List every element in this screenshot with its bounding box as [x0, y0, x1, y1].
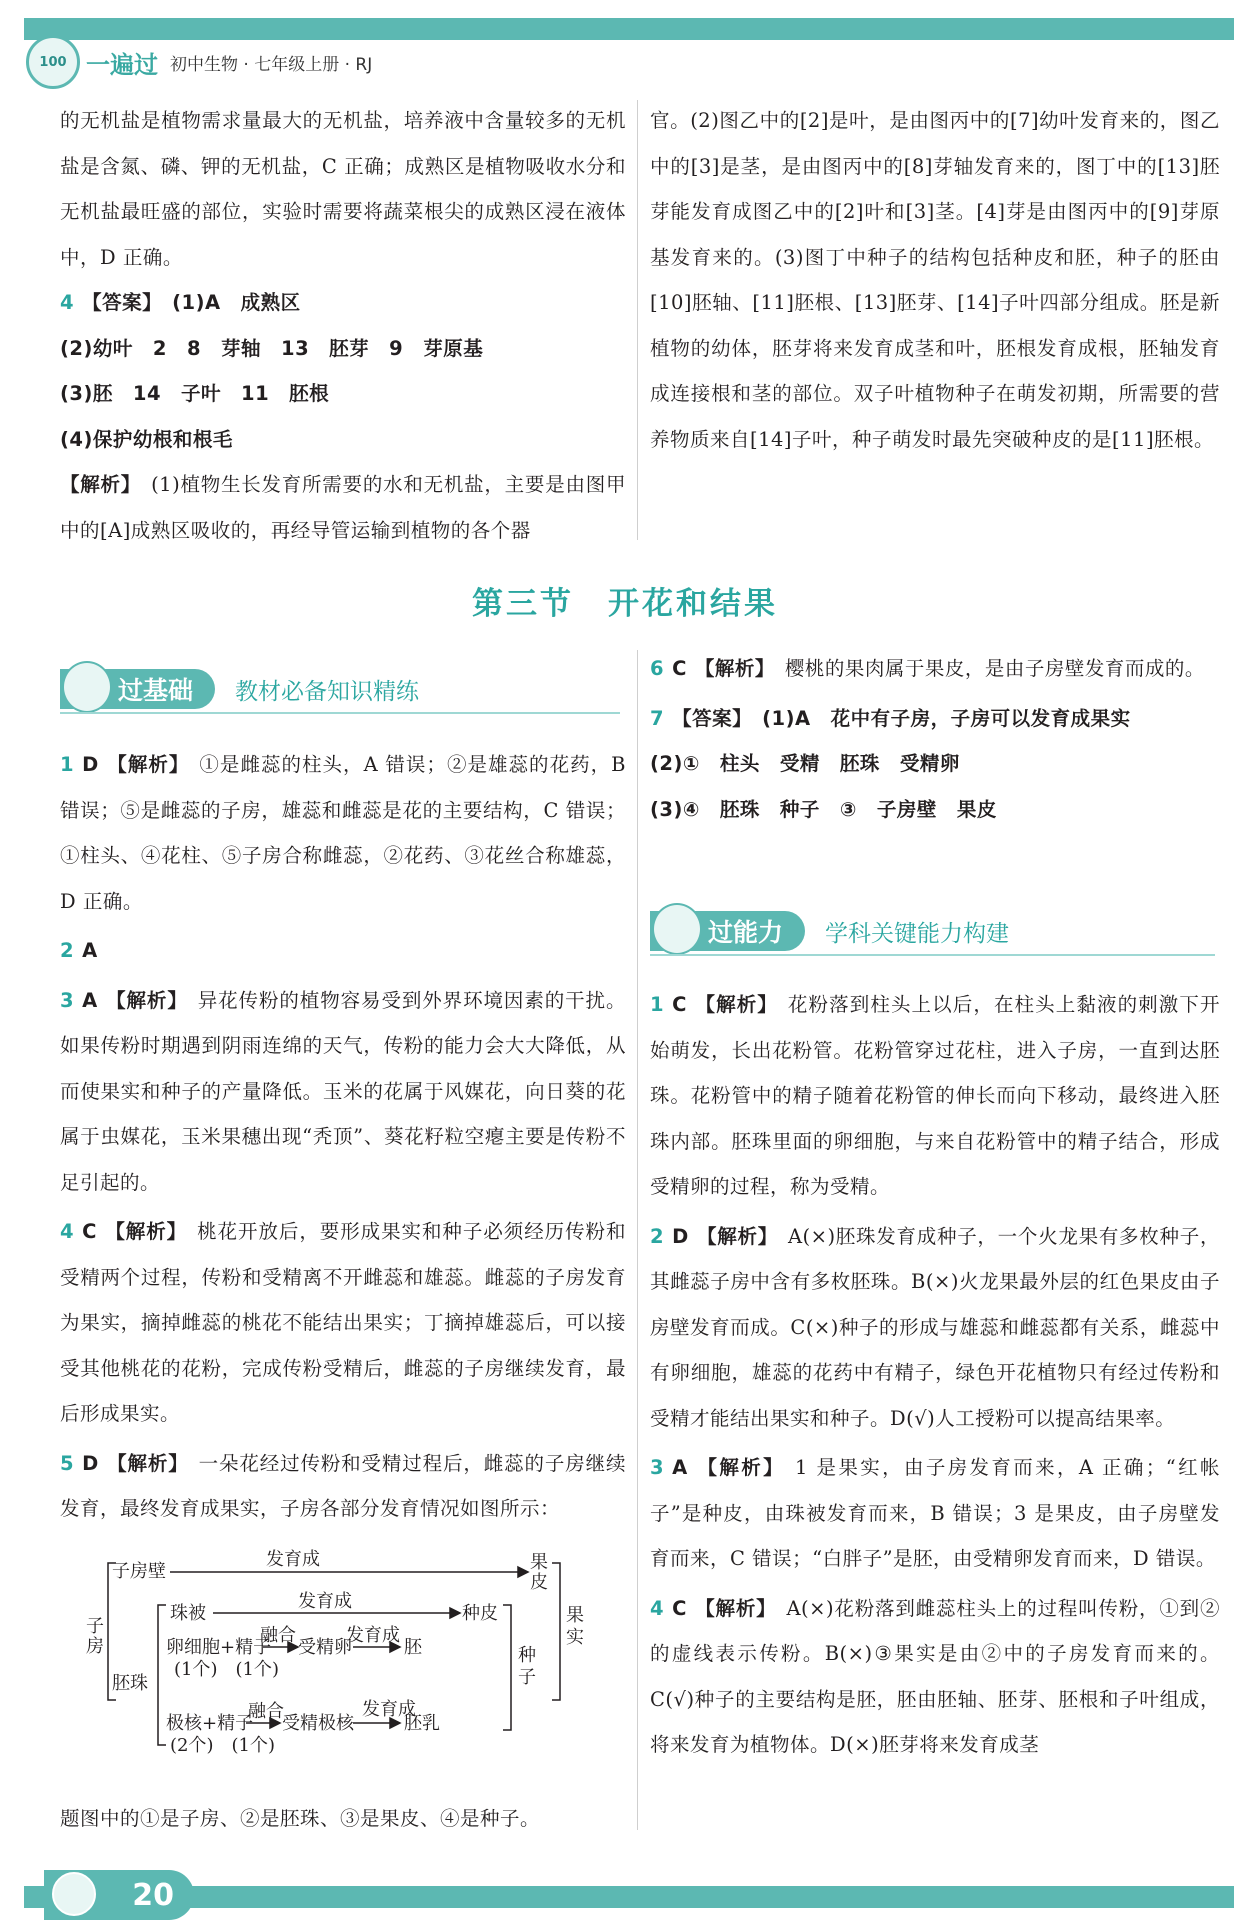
- question-item: [650, 696, 1220, 742]
- label-develop: 发育成: [266, 1549, 320, 1570]
- question-number: 1: [60, 753, 75, 776]
- answer-tag: 【答案】: [82, 291, 163, 314]
- question-item: [650, 1586, 1220, 1768]
- label-polar-sperm: 极核+精子: [166, 1713, 254, 1734]
- label-fertilized-polar: 受精极核: [282, 1713, 354, 1734]
- paragraph: 的无机盐是植物需求量最大的无机盐，培养液中含量较多的无机盐是含氮、磷、钾的无机盐，C 正确；成熟区是植物吸收水分和无机盐最旺盛的部位，实验时需要将蔬菜根尖的成熟区浸在液体中，D 正确。: [60, 109, 626, 269]
- page-number-box: [44, 1870, 194, 1920]
- question-item: [60, 1209, 626, 1437]
- question-answer: D: [82, 1451, 99, 1475]
- answer-line: (2)① 柱头 受精 胚珠 受精卵: [650, 752, 960, 775]
- answer-line: (3)胚 14 子叶 11 胚根: [60, 382, 330, 405]
- top-decor-bar: [24, 18, 1234, 40]
- column-divider: [637, 100, 638, 540]
- header-subtitle: 初中生物 · 七年级上册 · RJ: [170, 54, 373, 75]
- question-answer: A: [82, 988, 98, 1012]
- banner-underline: [60, 712, 620, 714]
- analysis-tag: 【解析】: [106, 753, 190, 776]
- ovary-development-diagram: [86, 1549, 618, 1756]
- analysis-tag: 【解析】: [106, 1451, 189, 1475]
- mascot-icon: [652, 903, 702, 955]
- analysis-tag: 【解析】: [694, 1596, 777, 1620]
- question-number: 5: [60, 1451, 75, 1475]
- question-answer: C: [672, 993, 687, 1016]
- label-endosperm: 胚乳: [404, 1713, 440, 1734]
- analysis-tag: 【解析】: [694, 993, 778, 1016]
- question-item: [60, 1441, 626, 1532]
- answer-line: (4)保护幼根和根毛: [60, 427, 233, 451]
- top-left-column: [60, 98, 626, 553]
- answer-text: (1)A 成熟区: [172, 291, 301, 314]
- analysis-tag: 【解析】: [104, 1220, 188, 1243]
- analysis-tag: 【解析】: [105, 988, 188, 1012]
- question-number: 2: [60, 939, 75, 962]
- arrowhead: [450, 1608, 460, 1618]
- label-integument: 珠被: [170, 1603, 206, 1624]
- page-number: 20: [132, 1877, 174, 1913]
- banner-ability: [650, 908, 1009, 954]
- banner-underline: [650, 954, 1215, 956]
- analysis-tag: 【解析】: [696, 1224, 778, 1248]
- answer-text: (1)A 花中有子房，子房可以发育成果实: [762, 706, 1131, 730]
- question-number: 4: [60, 291, 75, 314]
- question-answer: C: [82, 1220, 97, 1243]
- label-fruit: 果实: [566, 1605, 584, 1648]
- label-develop: 发育成: [362, 1699, 416, 1720]
- basic-tail: [60, 1796, 626, 1842]
- page-header: [26, 38, 372, 86]
- paragraph: 题图中的①是子房、②是胚珠、③是果皮、④是种子。: [60, 1807, 541, 1830]
- answer-tag: 【答案】: [672, 706, 753, 730]
- analysis-tag: 【解析】: [695, 1456, 786, 1479]
- bottom-decor-bar: [24, 1886, 1234, 1908]
- analysis-text: ①是雌蕊的柱头，A 错误；②是雄蕊的花药，B 错误；⑤是雌蕊的子房，雄蕊和雌蕊是花的主要结构，C 错误；①柱头、④花柱、⑤子房合称雌蕊，②花药、③花丝合称雄蕊，D 正确。: [60, 753, 626, 913]
- question-item: [650, 646, 1220, 692]
- logo-mascot-icon: 100: [26, 35, 80, 89]
- question-answer: C: [672, 1596, 687, 1620]
- analysis-tag: 【解析】: [60, 473, 142, 496]
- question-answer: D: [672, 1224, 689, 1248]
- analysis-text: 桃花开放后，要形成果实和种子必须经历传粉和受精两个过程，传粉和受精离不开雌蕊和雄蕊。雌蕊的子房发育为果实，摘掉雌蕊的桃花不能结出果实；丁摘掉雄蕊后，可以接受其他桃花的花粉，完成传粉受精后，雌蕊的子房继续发育，最后形成果实。: [60, 1220, 626, 1425]
- answer-line: (2)幼叶 2 8 芽轴 13 胚芽 9 芽原基: [60, 336, 484, 360]
- top-right-column: [650, 98, 1220, 462]
- question-item: [60, 978, 626, 1206]
- basic-left-column: [60, 742, 626, 1532]
- brace-fruit: [552, 1563, 560, 1700]
- banner-basic: [60, 666, 419, 712]
- banner-title: 过能力: [708, 918, 784, 947]
- analysis-text: 1 是果实，由子房发育而来，A 正确；“红帐子”是种皮，由珠被发育而来，B 错误；3 是果皮，由子房壁发育而来，C 错误；“白胖子”是胚，由受精卵发育而来，D 错误。: [650, 1456, 1220, 1570]
- banner-pill: [650, 911, 805, 951]
- banner-subtitle: 学科关键能力构建: [825, 920, 1010, 947]
- ability-column: [650, 982, 1220, 1768]
- question-number: 2: [650, 1224, 665, 1248]
- question-number: 3: [650, 1456, 665, 1479]
- analysis-tag: 【解析】: [694, 657, 775, 680]
- analysis-text: (1)植物生长发育所需要的水和无机盐，主要是由图甲中的[A]成熟区吸收的，再经导管运输到植物的各个器: [60, 473, 626, 542]
- question-number: 7: [650, 706, 665, 730]
- analysis-text: 花粉落到柱头上以后，在柱头上黏液的刺激下开始萌发，长出花粉管。花粉管穿过花柱，进入子房，一直到达胚珠。花粉管中的精子随着花粉管的伸长而向下移动，最终进入胚珠内部。胚珠里面的卵细胞，与来自花粉管中的精子结合，形成受精卵的过程，称为受精。: [650, 993, 1220, 1198]
- analysis: [60, 462, 626, 553]
- question-answer: A: [672, 1456, 688, 1479]
- analysis-text: 樱桃的果肉属于果皮，是由子房壁发育而成的。: [784, 657, 1205, 680]
- question-item: [650, 982, 1220, 1210]
- label-ovary-wall: 子房壁: [112, 1561, 166, 1582]
- label-zygote: 受精卵: [298, 1637, 352, 1658]
- analysis-text: 一朵花经过传粉和受精过程后，雌蕊的子房继续发育，最终发育成果实，子房各部分发育情况如图所示：: [60, 1451, 626, 1520]
- label-egg-sperm: 卵细胞+精子: [166, 1637, 272, 1658]
- brace-ovule: [158, 1605, 166, 1745]
- answer-line: (3)④ 胚珠 种子 ③ 子房壁 果皮: [650, 797, 997, 821]
- banner-pill: [60, 669, 215, 709]
- analysis-text: 异花传粉的植物容易受到外界环境因素的干扰。如果传粉时期遇到阴雨连绵的天气，传粉的能力会大大降低，从而使果实和种子的产量降低。玉米的花属于风媒花，向日葵的花属于虫媒花，玉米果穗出现“秃顶”、葵花籽粒空瘪主要是传粉不足引起的。: [60, 988, 626, 1194]
- basic-right-column: [650, 646, 1220, 832]
- banner-title: 过基础: [118, 676, 194, 705]
- column-divider: [637, 650, 638, 1830]
- question-number: 6: [650, 657, 665, 680]
- label-polar-count: (2个) (1个): [170, 1735, 275, 1756]
- paragraph: 官。(2)图乙中的[2]是叶，是由图丙中的[7]幼叶发育来的，图乙中的[3]是茎，是由图丙中的[8]芽轴发育来的，图丁中的[13]胚芽能发育成图乙中的[2]叶和[3]茎。[4]芽是由图丙中的[9]芽原基发育来的。(3)图丁中种子的结构包括种皮和胚，种子的胚由[10]胚轴、[11]胚根、[13]胚芽、[14]子叶四部分组成。胚是新植物的幼体，胚芽将来发育成茎和叶，胚根发育成根，胚轴发育成连接根和茎的部位。双子叶植物种子在萌发初期，所需要的营养物质来自[14]子叶，种子萌发时最先突破种皮的是[11]胚根。: [650, 109, 1220, 451]
- label-develop: 发育成: [346, 1625, 400, 1646]
- question-item: [60, 928, 626, 974]
- analysis-text: A(×)花粉落到雌蕊柱头上的过程叫传粉，①到②的虚线表示传粉。B(×)③果实是由②中的子房发育而来的。C(√)种子的主要结构是胚，胚由胚轴、胚芽、胚根和子叶组成，将来发育为植物体。D(×)胚芽将来发育成茎: [650, 1596, 1220, 1756]
- analysis-text: A(×)胚珠发育成种子，一个火龙果有多枚种子，其雌蕊子房中含有多枚胚珠。B(×)火龙果最外层的红色果皮由子房壁发育而成。C(×)种子的形成与雄蕊和雌蕊都有关系，雌蕊中有卵细胞，雄蕊的花药中有精子，绿色开花植物只有经过传粉和受精才能结出果实和种子。D(√)人工授粉可以提高结果率。: [650, 1224, 1220, 1430]
- question-answer: C: [672, 657, 687, 680]
- label-fusion: 融合: [248, 1701, 284, 1722]
- label-develop: 发育成: [298, 1591, 352, 1612]
- label-egg-count: (1个) (1个): [174, 1659, 279, 1680]
- brace-seed: [503, 1605, 511, 1730]
- question-item: [650, 1214, 1220, 1442]
- question-number: 4: [650, 1596, 665, 1620]
- arrowhead: [518, 1567, 528, 1577]
- label-fusion: 融合: [260, 1625, 296, 1646]
- banner-subtitle: 教材必备知识精练: [235, 678, 420, 705]
- question-number: 3: [60, 988, 75, 1012]
- q4-answer-line: [60, 280, 626, 326]
- question-number: 1: [650, 993, 665, 1016]
- question-item: [60, 742, 626, 924]
- question-answer: A: [82, 939, 98, 962]
- question-answer: D: [82, 753, 99, 776]
- mascot-icon: [62, 661, 112, 713]
- label-seedcoat: 种皮: [462, 1603, 498, 1624]
- question-item: [650, 1445, 1220, 1582]
- label-seed: 种子: [518, 1645, 536, 1688]
- label-embryo: 胚: [404, 1637, 422, 1658]
- label-ovule: 胚珠: [112, 1673, 148, 1694]
- mascot-icon: [52, 1872, 96, 1916]
- section-title: 第三节 开花和结果: [472, 586, 778, 622]
- page-footer: [0, 1870, 1250, 1925]
- question-number: 4: [60, 1220, 75, 1243]
- logo-text: 一遍过: [86, 50, 158, 79]
- label-pericarp: 果皮: [530, 1552, 548, 1593]
- label-ovary: 子房: [86, 1616, 104, 1657]
